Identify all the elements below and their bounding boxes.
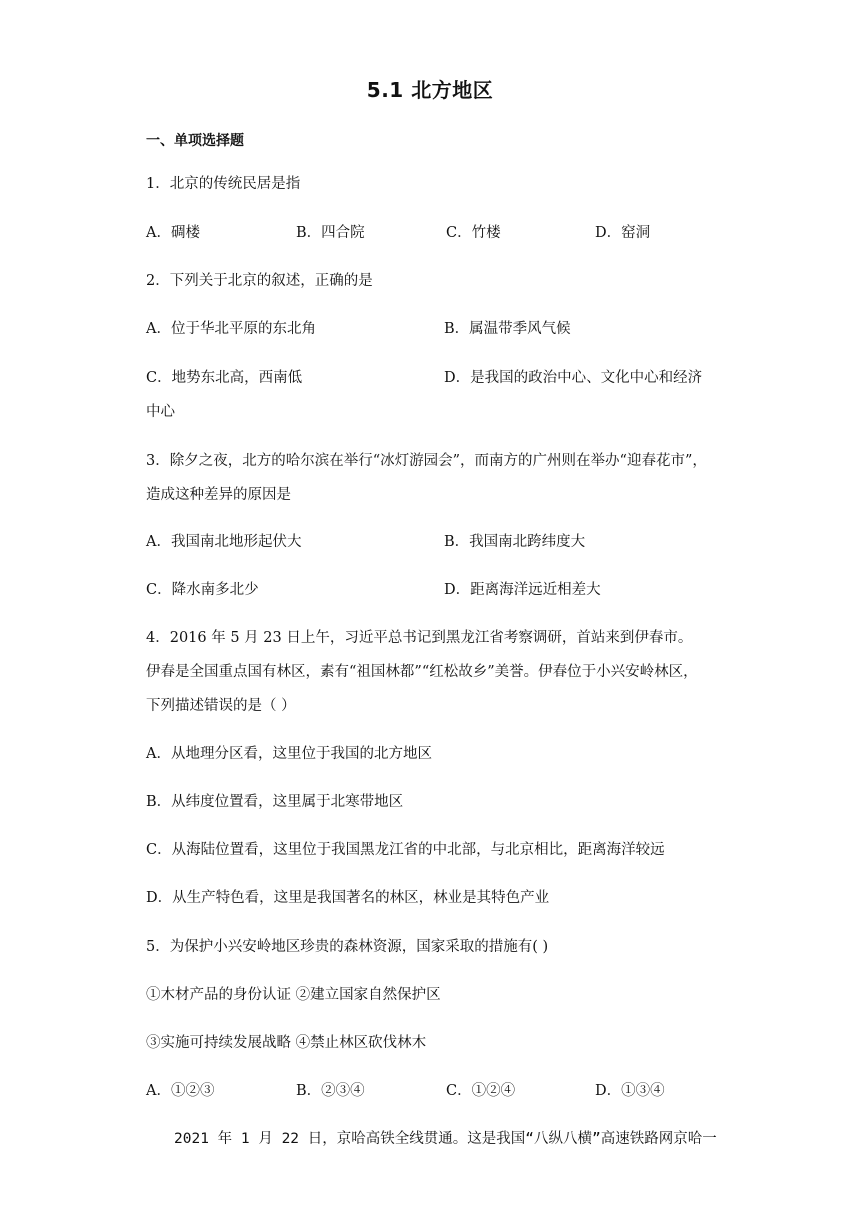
- question-3-stem-line-1: 3．除夕之夜，北方的哈尔滨在举行“冰灯游园会”，而南方的广州则在举办“迎春花市”，: [146, 453, 707, 469]
- q2-option-d-continuation: 中心: [146, 404, 175, 420]
- question-4-stem-line-1: 4．2016 年 5 月 23 日上午，习近平总书记到黑龙江省考察调研，首站来到伊春市。: [146, 630, 693, 646]
- q3-option-b: B．我国南北跨纬度大: [444, 534, 586, 550]
- q3-option-c: C．降水南多北少: [146, 582, 259, 598]
- q5-option-d: D．①③④: [595, 1083, 665, 1099]
- q4-option-a: A．从地理分区看，这里位于我国的北方地区: [146, 746, 432, 762]
- q2-option-a: A．位于华北平原的东北角: [146, 321, 316, 337]
- q2-option-b: B．属温带季风气候: [444, 321, 571, 337]
- question-4-stem-line-3: 下列描述错误的是（ ）: [146, 698, 296, 714]
- q3-option-a: A．我国南北地形起伏大: [146, 534, 302, 550]
- q5-measures-line-2: ③实施可持续发展战略 ④禁止林区砍伐林木: [146, 1035, 427, 1051]
- q1-option-b: B．四合院: [296, 225, 365, 241]
- question-4-stem-line-2: 伊春是全国重点国有林区，素有“祖国林都”“红松故乡”美誉。伊春位于小兴安岭林区，: [146, 664, 698, 680]
- passage-line: 2021 年 1 月 22 日，京哈高铁全线贯通。这是我国“八纵八横”高速铁路网京哈一: [174, 1131, 717, 1147]
- question-5-stem: 5．为保护小兴安岭地区珍贵的森林资源，国家采取的措施有( ): [146, 939, 549, 955]
- question-2-stem: 2．下列关于北京的叙述，正确的是: [146, 273, 373, 289]
- q4-option-c: C．从海陆位置看，这里位于我国黑龙江省的中北部，与北京相比，距离海洋较远: [146, 842, 665, 858]
- section-heading: 一、单项选择题: [146, 133, 244, 149]
- q1-option-a: A．碉楼: [146, 225, 200, 241]
- q2-option-c: C．地势东北高，西南低: [146, 370, 303, 386]
- question-1-stem: 1．北京的传统民居是指: [146, 176, 301, 192]
- q3-option-d: D．距离海洋远近相差大: [444, 582, 601, 598]
- q2-option-d: D．是我国的政治中心、文化中心和经济: [444, 370, 703, 386]
- question-3-stem-line-2: 造成这种差异的原因是: [146, 487, 291, 503]
- q4-option-d: D．从生产特色看，这里是我国著名的林区，林业是其特色产业: [146, 890, 550, 906]
- q1-option-c: C．竹楼: [446, 225, 501, 241]
- q5-option-c: C．①②④: [446, 1083, 516, 1099]
- q5-measures-line-1: ①木材产品的身份认证 ②建立国家自然保护区: [146, 987, 441, 1003]
- q4-option-b: B．从纬度位置看，这里属于北寒带地区: [146, 794, 404, 810]
- q1-option-d: D．窑洞: [595, 225, 651, 241]
- q5-option-b: B．②③④: [296, 1083, 365, 1099]
- q5-option-a: A．①②③: [146, 1083, 215, 1099]
- page-title: 5.1 北方地区: [366, 78, 494, 102]
